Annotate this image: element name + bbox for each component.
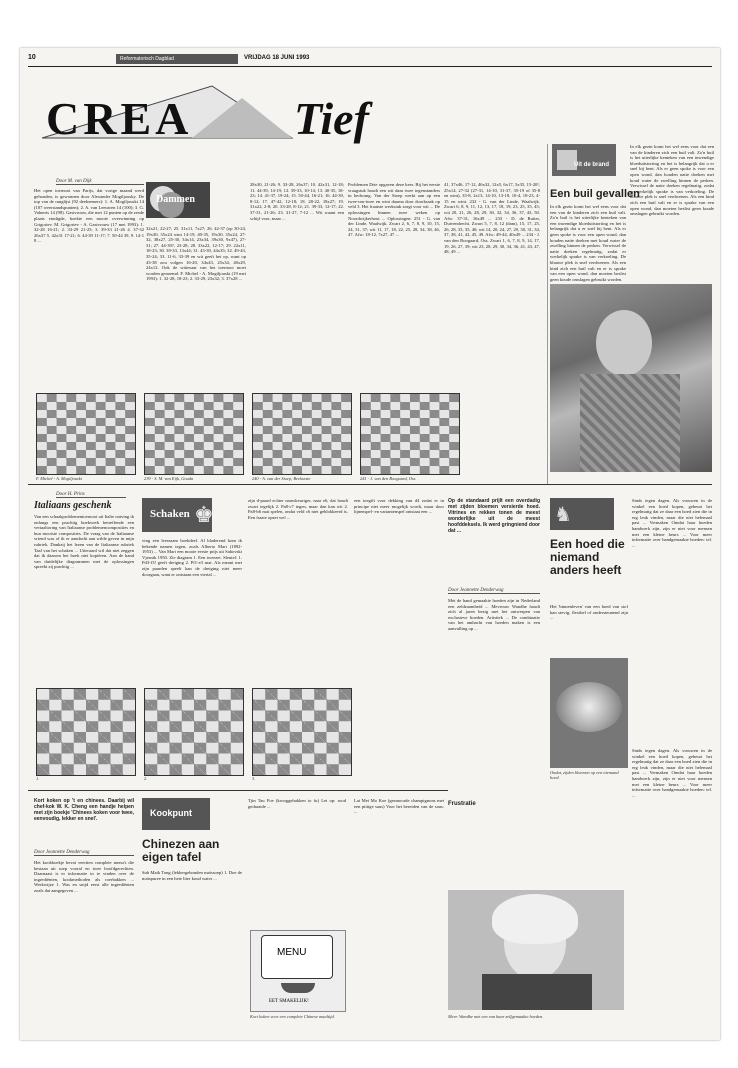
rocking-horse-icon: ♞ (554, 504, 572, 526)
crying-child-photo (550, 284, 712, 472)
dammen-column-5: 41, 37x46, 17-12, 46x32, 12x5, 6x17, 5x35, 15-20!, 25x14, 27-32 (27-31, 14-10, 31-37, 35-19 of 35-8 en wint), 35-8, 2x13, 14-10, 13-18, 10-4, 18-23, 4-15 en wint. 232 - G. van der Linde, Waalwijk. Zwart 6, 8, 9, 11, 12, 13, 17, 18, 19, 23, 25, 35, 45; wit 20, 21, 26, 28, 29, 30, 32, 34, 36, 37, 43, 50. Afw: 37-31, 16x49 ... 233 - D. de Ruiter, Duivendrecht. Zwart 5, 7, 8, 12 (dam), 15, 17, 25, 26, 28, 33, 35, 40; wit 14, 20, 24, 27, 29, 30, 31, 34, 37, 38, 41, 42, 45, 49. Afw: 49-44, 40x49 ... 234 - J. van den Boogaard, Oss. Zwart 1, 6, 7, 8, 9, 14, 17, 19, 26, 27, 39; wit 23, 28, 29, 30, 34, 36, 41, 43, 47, 48, 49 ... (444, 182, 540, 255)
chess-diagram-1 (36, 688, 136, 776)
chess-caption-1: 1. (36, 776, 40, 781)
newspaper-page (20, 48, 720, 1040)
schaken-column-3: zijn d-paard echter nauwkeuriger, naar e6, dat houdt zwart tegelijk 2. Pa8-c7 tegen, maar dan kan wit 2. Pa8-b6 mat spelen, ondat veld c6 niet geblokkeerd is. Een fraaie opzet wel ... (248, 498, 348, 520)
hoeden-column-1: Met de hand gemaakte hoeden zijn in Nederland een zeldzaamheid ... Mevrouw Wandhe houdt zich al jaren bezig met het ontwerpen van exclusieve hoeden. Artistiek ... De combinatie van het ambacht van hoeden maken is een aanvulling op ... (448, 598, 540, 631)
schaken-byline: Door H. Prins (56, 492, 126, 498)
tandarts-body-1: In elk gezin komt het wel eens voor dat een van de kinderen zich een buil valt. Zo'n buil is het uiterlijke kenteken van een inwendige bloeduitstorting en het is belangrijk dat u er snel bij bent. Als er geen spoke is voor een open wond, dan houden natte doeken met koud water de zwelling binnen de perken. Verwissel de natte doeken regelmatig, zodat er werkelijk sprake is van verkoeling. De blauwe plek is snel verdwenen. Als een kind zich een buil valt en er is sprake van een open wond, dan moeten beslist geen koude omslagen gebruikt worden. (550, 204, 626, 282)
flower-hat-photo (550, 658, 628, 768)
kookpunt-column-2: Sub Maik Tong (lekkergebonden maïssoep) 1. Doe de maïspuree in een hete liter koud water ... (142, 870, 242, 881)
svg-text:CREA: CREA (46, 93, 193, 144)
schaken-section-title: Schaken (150, 508, 190, 520)
draughts-caption-3: 240 - A. van der Stoep, Beekseste (252, 476, 311, 481)
header-rule (28, 66, 712, 67)
kookpunt-column-3: Tjin Tau Foe (krooggehakken to fu) Let op: rood gedraaide ... (248, 798, 346, 809)
kookpunt-byline: Door Jeannette Denderwag (34, 850, 134, 856)
draughts-diagram-4 (360, 393, 460, 475)
dammen-byline: Door M. van Dijk (56, 179, 144, 185)
draughts-diagram-1 (36, 393, 136, 475)
draughts-caption-4: 241 - J. van den Boogaard, Oss (360, 476, 416, 481)
draughts-caption-2: 239 - S. M. van Eijk, Gouda (144, 476, 194, 481)
creatief-logo (42, 78, 382, 148)
dammen-column-2: 32x21, 22-27; 25. 31x11, 7x27; 26. 42-37 (op 30-24, 19x30, 35x24 wint 14-19, 40-35, 19x30, 35x24, 27-32, 38x27, 25-30, 34x14, 23x34, 39x30, 9x47), 27-31; 27. 44-39?, 23-28; 28. 33x22, 12-17; 29. 22x11, 18-23; 30. 39-33, 13x44; 31. 43-39, 44x35; 32. 49-43, 35-24; 33. 11-6, 33-39 en wit geeft het op, want op 43-38 zou volgen 16-20, 34x43, 25x34, 40x29, 24x12. Ook de wittesaar van het toernooi moet worden genoemd. F. Michel - A. Mogiljouski (19 mei 1993): 1. 32-28, 18-23; 2. 33-29, 23x32; 3. 37x28 ... (146, 226, 246, 282)
draughts-caption-1: F. Michel - A. Mogiljouski (36, 476, 82, 481)
page-header (20, 52, 720, 68)
kookpunt-title: Chinezen aan eigen tafel (142, 837, 220, 864)
schaken-section-box (142, 498, 212, 532)
dammen-section-box (146, 182, 210, 218)
hat-photo-caption: Ondat, zijden bloemen op een niemand hoed. (550, 770, 619, 780)
woman-photo-caption: Mevr. Wandhe met een van haar zelfgemaakte hoeden. (448, 1014, 544, 1019)
section-divider-2 (28, 790, 448, 791)
dammen-column-4: Problemen Drie opgaven deze keer. Bij het eerste vraagstuk houdt een wit dam twee tegenstanders in bedwang. Van der Stoep werkt aan op een twee-om-twee en wint daarna door doorbraak op veld 3. Het fraaiste werkstuk zorgt voor wit ... De oplossingen binnen twee weken op Noordwijkerhout ... Oplossingen: 251 - G. van der Linde, Waalwijk. Zwart 2, 6, 7, 8, 9, 10, 15, 24, 31, 37; wit 11, 17, 18, 22, 25, 28, 34, 38, 46, 47. Afw: 18-12, 7x27, 47 ... (348, 182, 440, 238)
kookpunt-section-box (142, 798, 210, 830)
schaken-column-1: Van een schaakproblementoernooi uit Italie ontving ik onlangs een prachtig boekwerk betreffende een vertaaltoring van Italiaanse problemencomposities en hun mooiste composities. De vraag van de Italiaanse vriend was of ik er aandacht aan wilde geven in mijn rubriek. Dankzij het lezen van de Italiaanse rubriek Taal van het schaken ... Uiteraard wil dat niet zeggen dat ik daarom het boek niet kopiëren. Aan de hand van duidelijke diagrammen met de oplossingen spreekt zij prachtig ... (34, 514, 134, 570)
section-divider-1 (28, 484, 712, 485)
woman-portrait-photo (448, 890, 624, 1010)
menu-card-label: MENU (277, 947, 307, 958)
hoeden-column-2: Het 'binnenleven' van een hoed van stof kan stevig, flexibel of ondersteunend zijn ... (550, 604, 628, 621)
opstapaardje-section-box (550, 498, 614, 530)
frustratie-heading: Frustratie (448, 801, 476, 807)
hoeden-column-3: Sinds tegen dagen. Als vrouwen in de winkel een hoed kopen, gebeurt het regelmatig dat ze daar een hoed zien die in erg leuk vinden, maar die niet helemaal past ... Vermaken Omdat haar hoeden handwerk zijn, zijn er niet voor mensen met een kleine beurs ... Voor meer informatie over handgemaakte hoeden: tel. ... (632, 498, 712, 548)
hoeden-byline: Door Jeannette Denderwag (448, 588, 540, 594)
dammen-column-1: Het open toernooi van Parijs, dat vorige maand werd gehouden, is gewonnen door Alexander Mogiljousky. De top van de ranglijst (92 deelnemers): 1. A. Mogiljouski 14 (107 weerstandspunten); 2. A. van Leeuwen 14 (100); 3. G. Valneris 14 (98). Gastvrouw, die met 12 punten op de zesde plaats eindigde, boekte een mooie overwinning op Grigoriev. M. Grigoriev - A. Gastvrouw (17 mei 1993): 1. 32-28 16-21; 2. 33-29 21-25; 3. 39-33 21-26 4. 37-32 26x37 5. 42x31 17-21; 6. 44-39 11-17; 7. 50-44 39, 9. 14-1 8 ... (34, 188, 144, 244)
dammen-column-3: 28x30, 21-26; 9. 33-28, 26x37; 10. 42x31, 12-18; 11. 44-39, 14-19; 12. 39-33, 10-14; 13. 40-35, 18-23; 14. 41-37, 19-24; 15. 50-44, 16-21; 16. 44-39, 8-12; 17. 47-42, 12-18; 18. 28-22, 18x27; 19. 31x22, 2-8; 20. 33-28, 8-12; 21. 39-33, 12-17; 22. 37-31, 21-26; 23. 31-27, 7-12 ... Wit waant een schijf voor, maar ... (250, 182, 344, 221)
tandarts-title: Een buil gevallen (550, 188, 640, 200)
tandarts-body-2: In elk gezin komt het wel eens voor dat een van de kinderen zich een buil valt. Zo'n buil is het uiterlijke kenteken van een inwendige bloeduitstorting en het is belangrijk dat u er snel bij bent. Als er geen spoke is voor een open wond, dan houden natte doeken met koud water de zwelling binnen de perken. Verwissel de natte doeken regelmatig, zodat er werkelijk sprake is van verkoeling. De blauwe plek is snel verdwenen. Als een kind zich een buil valt en er is sprake van een open wond, dan moeten beslist geen koude omslagen gebruikt worden. (630, 144, 714, 217)
menu-illustration (250, 930, 346, 1012)
column-rule (547, 144, 548, 484)
kookpunt-lead: Kort koken op 't en chinees. Daarbij wil chef-kok W. K. Cheng een handje helpen met zijn boekje 'Chinees koken voor twee, eenvoudig, lekker en snel'. (34, 798, 134, 822)
publication-name: Reformatorisch Dagblad (116, 54, 238, 64)
page-number: 10 (28, 54, 36, 61)
chess-caption-2: 2. (144, 776, 148, 781)
issue-date: VRIJDAG 18 JUNI 1993 (244, 55, 310, 61)
hoeden-column-4: Sinds tegen dagen. Als vrouwen in de winkel een hoed kopen, gebeurt het regelmatig dat ze daar een hoed zien die in erg leuk vinden, maar die niet helemaal past ... Vermaken Omdat haar hoeden handwerk zijn, zijn er niet voor mensen met een kleine beurs ... Voor meer informatie over handgemaakte hoeden: tel. ... (632, 748, 712, 798)
dammen-section-title: Dammen (156, 194, 195, 205)
schaken-title: Italiaans geschenk (34, 500, 112, 511)
menu-card-sub: EET SMAKELIJK! (269, 999, 309, 1004)
kookpunt-section-title: Kookpunt (150, 808, 192, 818)
menu-caption: Kort koken voor een complete Chinese maaltijd. (250, 1014, 335, 1019)
uit-de-brand-box (552, 144, 616, 176)
draughts-diagram-2 (144, 393, 244, 475)
chess-diagram-3 (252, 688, 352, 776)
schaken-column-4: een toegift voor dekking van d4 zodat er in principe niet meer mogelijk wordt, maar door lijnenspel- en variantenspel ontstaat een ... (354, 498, 444, 515)
chess-king-icon: ♚ (194, 502, 214, 527)
kookpunt-column-4: Lai Mei Mo Koe (gesmoorde champignons met een pittige saus) Voor het bereiden van de saus: ... (354, 798, 444, 815)
hoeden-lead: Op de standaard prijlt een overdadig met zijden bloemen versierde hoed. Vitrines en rekken tonen de meest wonderlijke uit de meest hoofddeksels. Ik werd gringniend door dat ... (448, 498, 540, 534)
kookpunt-column-1: Het kookboekje bevat veertien complete menu's die bestaan uit soep vooraf en twee hoofdgerechten. Daarnaast is er informatie in te vinden over de ingrediënten, kookmethoden als roerbakken ... Werkwijze 1. Was en snijd eerst alle ingrediënten zoals dat aangegeven ... (34, 860, 134, 893)
schaken-column-2: ving een leerzaam boekdeel. Al bladerend kom ik bekende namen tegen, zoals Alberto Mari (1892-1953) ... Van Mari een mooie eerste prijs uit Sahovski Vjesnik 1950. Zie diagram 1. Een tweezet. Sleutel: 1. Pd3-f3! geeft dreiging 2. Pf1-e3 mat. Als meant met zijn paarden speelt kan de dreiging niet meer doorgaan, want er ontstaan een viertal ... (142, 538, 242, 577)
chess-diagram-2 (144, 688, 244, 776)
uit-de-brand-kicker: Uit de brand (574, 162, 610, 168)
draughts-diagram-3 (252, 393, 352, 475)
frustratie-text (448, 800, 540, 890)
svg-text:Tief: Tief (294, 93, 369, 144)
hoeden-title: Een hoed die niemand anders heeft (550, 537, 625, 577)
chess-caption-3: 3. (252, 776, 256, 781)
